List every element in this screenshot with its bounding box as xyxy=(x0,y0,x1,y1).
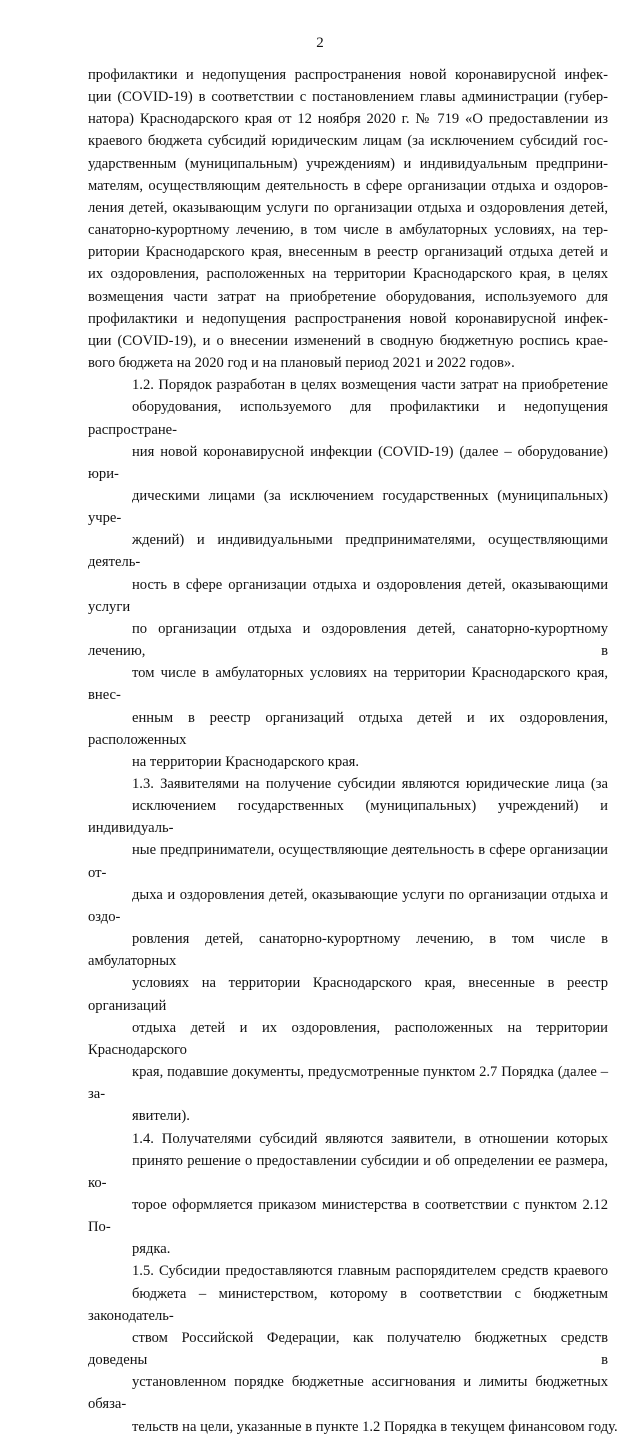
text-line: 1.4. Получателями субсидий являются заявители, в отношении которых xyxy=(132,1130,608,1147)
text-line: профилактики и недопущения распространения новой коронавирусной инфек- xyxy=(88,310,608,327)
text-line: енным в реестр организаций отдыха детей и их оздоровления, расположенных xyxy=(88,709,608,748)
text-line: ством Российской Федерации, как получателю бюджетных средств доведены в xyxy=(88,1329,608,1369)
text-line: ления детей, оказывающим услуги по организации отдыха и оздоровления детей, xyxy=(88,199,608,216)
text-line: торое оформляется приказом министерства в соответствии с пунктом 2.12 По- xyxy=(88,1196,608,1236)
paragraph-clause-1-5 xyxy=(88,1260,618,1437)
document-body xyxy=(88,64,618,1438)
text-line: профилактики и недопущения распространения новой коронавирусной инфек- xyxy=(88,67,608,83)
text-line: их оздоровления, расположенных на территории Краснодарского края, в целях xyxy=(88,266,608,283)
text-line: натора) Краснодарского края от 12 ноября 2020 г. № 719 «О предоставлении из xyxy=(88,111,608,128)
text-line: ровления детей, санаторно-курортному лечению, в том числе в амбулаторных xyxy=(88,931,608,970)
text-line: 1.2. Порядок разработан в целях возмещения части затрат на приобретение xyxy=(132,377,608,394)
text-line: краевого бюджета субсидий юридическим лицам (за исключением субсидий гос- xyxy=(88,133,608,150)
text-line: ции (COVID-19) в соответствии с постановлением главы администрации (губер- xyxy=(88,89,608,106)
text-line: бюджета – министерством, которому в соответствии с бюджетным законодатель- xyxy=(88,1285,608,1324)
text-line: возмещения части затрат на приобретение оборудования, используемого для xyxy=(88,288,608,305)
text-line: ные предприниматели, осуществляющие деятельность в сфере организации от- xyxy=(88,842,608,881)
text-line: края, подавшие документы, предусмотренные пунктом 2.7 Порядка (далее – за- xyxy=(88,1064,608,1103)
text-line: установленном порядке бюджетные ассигнования и лимиты бюджетных обяза- xyxy=(88,1374,608,1413)
page-number: 2 xyxy=(316,35,324,51)
paragraph-intro-continuation xyxy=(88,64,608,374)
text-line: ность в сфере организации отдыха и оздоровления детей, оказывающими услуги xyxy=(88,576,608,615)
text-line: санаторно-курортному лечению, в том числе в амбулаторных условиях, на тер- xyxy=(88,222,608,239)
text-line: 1.3. Заявителями на получение субсидии являются юридические лица (за xyxy=(132,776,608,792)
text-line: принято решение о предоставлении субсидии и об определении ее размера, ко- xyxy=(88,1152,608,1191)
text-line: дическими лицами (за исключением государственных (муниципальных) учре- xyxy=(88,487,608,527)
text-line: ударственным (муниципальным) учреждениям) и индивидуальным предприни- xyxy=(88,155,608,172)
paragraph-clause-1-3 xyxy=(88,773,608,1128)
text-line: тельств на цели, указанные в пункте 1.2 Порядка в текущем финансовом году. xyxy=(132,1418,618,1435)
text-line: том числе в амбулаторных условиях на территории Краснодарского края, внес- xyxy=(88,665,608,704)
text-line: ритории Краснодарского края, внесенным в реестр организаций отдыха детей и xyxy=(88,244,608,261)
text-line: 1.5. Субсидии предоставляются главным распорядителем средств краевого xyxy=(132,1263,608,1280)
text-line: мателям, осуществляющим деятельность в сфере организации отдыха и оздоров- xyxy=(88,177,608,194)
text-line: по организации отдыха и оздоровления детей, санаторно-курортному лечению, в xyxy=(88,620,608,660)
text-line: на территории Краснодарского края. xyxy=(132,753,360,770)
text-line: ции (COVID-19), и о внесении изменений в сводную бюджетную роспись крае- xyxy=(88,332,608,349)
text-line: вого бюджета на 2020 год и на плановый период 2021 и 2022 годов». xyxy=(88,355,515,372)
paragraph-clause-1-2 xyxy=(88,374,608,773)
text-line: явители). xyxy=(132,1108,190,1125)
paragraph-clause-1-4 xyxy=(88,1128,608,1261)
text-line: дыха и оздоровления детей, оказывающие услуги по организации отдыха и оздо- xyxy=(88,886,608,925)
text-line: условиях на территории Краснодарского края, внесенные в реестр организаций xyxy=(88,975,608,1014)
text-line: ния новой коронавирусной инфекции (COVID-19) (далее – оборудование) юри- xyxy=(88,443,608,482)
text-line: исключением государственных (муниципальных) учреждений) и индивидуаль- xyxy=(88,798,608,837)
text-line: оборудования, используемого для профилактики и недопущения распростране- xyxy=(88,399,608,438)
text-line: отдыха детей и их оздоровления, расположенных на территории Краснодарского xyxy=(88,1019,608,1058)
text-line: рядка. xyxy=(132,1241,171,1258)
text-line: ждений) и индивидуальными предпринимателями, осуществляющими деятель- xyxy=(88,532,608,571)
